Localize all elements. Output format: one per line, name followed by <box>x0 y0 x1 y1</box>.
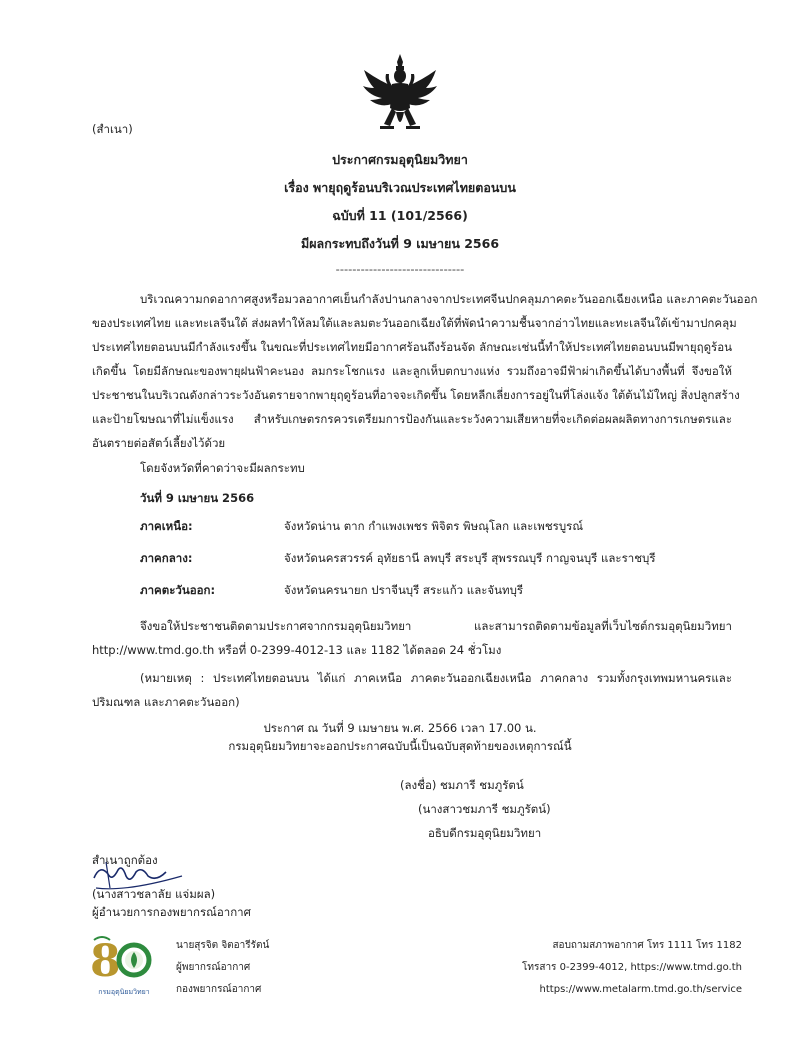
garuda-emblem <box>360 52 440 134</box>
fax-and-website: โทรสาร 0-2399-4012, https://www.tmd.go.th <box>522 962 742 973</box>
paragraph-line: และป้ายโฆษณาที่ไม่แข็งแรง สำหรับเกษตรกรควรเตรียมการป้องกันและระวังความเสียหายที่จะเกิดต่อผลผลิตทางการเกษตรและ <box>92 412 732 426</box>
region-provinces-central: จังหวัดนครสวรรค์ อุทัยธานี ลพบุรี สระบุรี สุพรรณบุรี กาญจนบุรี และราชบุรี <box>284 551 656 565</box>
situation-paragraph <box>92 287 758 455</box>
paragraph-line: http://www.tmd.go.th หรือที่ 0-2399-4012-13 และ 1182 ได้ตลอด 24 ชั่วโมง <box>92 643 502 657</box>
logo-caption: กรมอุตุนิยมวิทยา <box>98 988 150 996</box>
certifier-name: (นางสาวชลาลัย แจ่มผล) <box>92 887 216 901</box>
paragraph-line: อันตรายต่อสัตว์เลี้ยงไว้ด้วย <box>92 436 226 450</box>
region-label-east: ภาคตะวันออก: <box>140 583 216 597</box>
final-issue-notice: กรมอุตุนิยมวิทยาจะออกประกาศฉบับนี้เป็นฉบับสุดท้ายของเหตุการณ์นี้ <box>228 739 572 753</box>
affected-intro: โดยจังหวัดที่คาดว่าจะมีผลกระทบ <box>140 461 305 475</box>
document-issue-number: ฉบับที่ 11 (101/2566) <box>332 208 468 223</box>
paragraph-line: ของประเทศไทย และทะเลจีนใต้ ส่งผลทำให้ลมใต้และลมตะวันออกเฉียงใต้ที่พัดนำความชื้นจากอ่าวไทยและทะเลจีนใต้เข้ามาปกคลุม <box>92 316 737 330</box>
region-provinces-east: จังหวัดนครนายก ปราจีนบุรี สระแก้ว และจันทบุรี <box>284 583 524 597</box>
forecaster-name: นายสุรจิต จิตอารีรัตน์ <box>176 940 270 951</box>
document-agency-title: ประกาศกรมอุตุนิยมวิทยา <box>332 152 468 167</box>
affected-date-heading: วันที่ 9 เมษายน 2566 <box>140 491 255 505</box>
certifier-position: ผู้อำนวยการกองพยากรณ์อากาศ <box>92 905 251 919</box>
title-separator: ------------------------------- <box>335 262 465 276</box>
region-label-central: ภาคกลาง: <box>140 551 193 565</box>
document-effective-date: มีผลกระทบถึงวันที่ 9 เมษายน 2566 <box>300 236 500 251</box>
tmd-80-years-logo <box>88 932 160 996</box>
certified-copy-label: สำเนาถูกต้อง <box>92 853 158 867</box>
paragraph-line: ประเทศไทยตอนบนมีกำลังแรงขึ้น ในขณะที่ประเทศไทยมีอากาศร้อนถึงร้อนจัด ลักษณะเช่นนี้ทำให้ประเทศไทยตอนบนมีพายุฤดูร้อน <box>92 340 732 354</box>
copy-mark: (สำเนา) <box>92 122 133 136</box>
forecaster-title: ผู้พยากรณ์อากาศ <box>176 962 251 973</box>
signatory-name: (นางสาวชมภารี ชมภูรัตน์) <box>418 802 551 816</box>
region-label-north: ภาคเหนือ: <box>140 519 193 533</box>
paragraph-line: ปริมณฑล และภาคตะวันออก) <box>92 695 240 709</box>
announcement-date: ประกาศ ณ วันที่ 9 เมษายน พ.ศ. 2566 เวลา 17.00 น. <box>263 721 537 735</box>
region-provinces-north: จังหวัดน่าน ตาก กำแพงเพชร พิจิตร พิษณุโลก และเพชรบูรณ์ <box>284 519 583 533</box>
document-subject: เรื่อง พายุฤดูร้อนบริเวณประเทศไทยตอนบน <box>284 180 516 195</box>
forecaster-division: กองพยากรณ์อากาศ <box>176 984 262 995</box>
advisory-paragraph <box>92 614 732 662</box>
weather-hotline: สอบถามสภาพอากาศ โทร 1111 โทร 1182 <box>552 940 742 951</box>
paragraph-line: เกิดขึ้น โดยมีลักษณะของพายุฝนฟ้าคะนอง ลมกระโชกแรง และลูกเห็บตกบางแห่ง รวมถึงอาจมีฟ้าผ่าเกิดขึ้นได้บางพื้นที่ จึงขอให้ <box>92 364 732 378</box>
paragraph-line: (หมายเหตุ : ประเทศไทยตอนบน ได้แก่ ภาคเหนือ ภาคตะวันออกเฉียงเหนือ ภาคกลาง รวมทั้งกรุงเทพมหานครและ <box>140 671 732 685</box>
paragraph-line: จึงขอให้ประชาชนติดตามประกาศจากกรมอุตุนิยมวิทยา และสามารถติดตามข้อมูลที่เว็บไซต์กรมอุตุนิยมวิทยา <box>140 619 732 633</box>
metalarm-link[interactable]: https://www.metalarm.tmd.go.th/service <box>539 984 742 995</box>
signatory-position: อธิบดีกรมอุตุนิยมวิทยา <box>428 826 542 840</box>
paragraph-line: ประชาชนในบริเวณดังกล่าวระวังอันตรายจากพายุฤดูร้อนที่อาจจะเกิดขึ้น โดยหลีกเลี่ยงการอยู่ในที่โล่งแจ้ง ใต้ต้นไม้ใหญ่ สิ่งปลูกสร้าง <box>92 388 740 402</box>
note-paragraph <box>92 666 732 714</box>
paragraph-line: บริเวณความกดอากาศสูงหรือมวลอากาศเย็นกำลังปานกลางจากประเทศจีนปกคลุมภาคตะวันออกเฉียงเหนือ และภาคตะวันออก <box>140 292 758 306</box>
svg-text:8: 8 <box>90 936 121 984</box>
signature-signed: (ลงชื่อ) ชมภารี ชมภูรัตน์ <box>400 778 524 792</box>
